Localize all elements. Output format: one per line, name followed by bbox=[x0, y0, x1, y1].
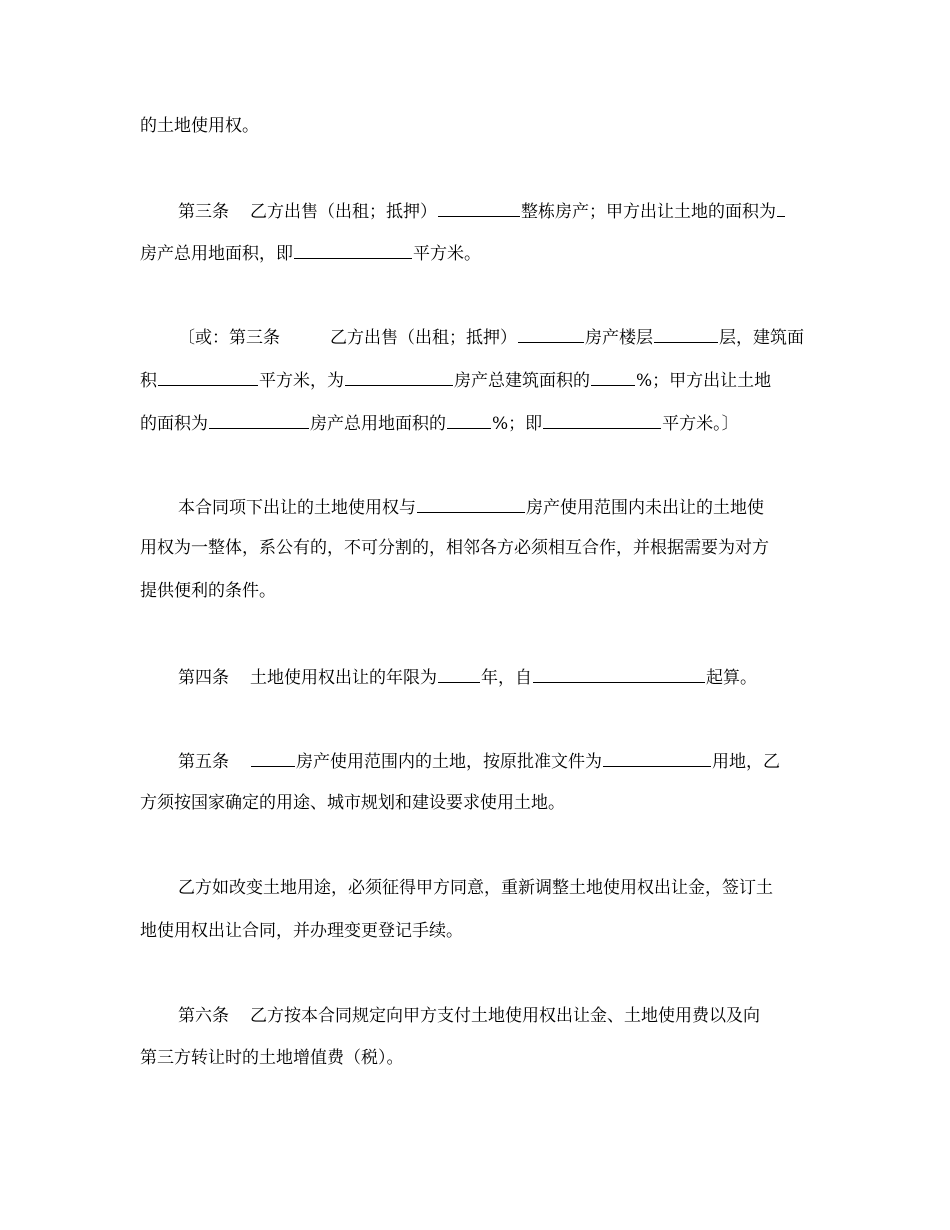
text: 平方米，为 bbox=[259, 371, 344, 391]
fill-in-blank bbox=[209, 411, 309, 429]
fill-in-blank bbox=[591, 368, 635, 386]
article-number: 第六条 bbox=[178, 1006, 229, 1026]
text: 平方米。 bbox=[413, 244, 481, 264]
article-number: 第五条 bbox=[178, 752, 229, 772]
fill-in-blank bbox=[533, 665, 705, 683]
text: 乙方出售（出租；抵押） bbox=[330, 328, 517, 348]
text: 用权为一整体，系公有的，不可分割的，相邻各方必须相互合作，并根据需要为对方 bbox=[140, 538, 769, 558]
text: 〔或：第三条 bbox=[178, 328, 280, 348]
text: 起算。 bbox=[706, 668, 757, 688]
text: 土地使用权出让的年限为 bbox=[250, 668, 437, 688]
text: 的土地使用权。 bbox=[140, 116, 259, 136]
fill-in-blank bbox=[777, 199, 785, 217]
text: 房产使用范围内的土地，按原批准文件为 bbox=[296, 752, 602, 772]
text: 用地，乙 bbox=[712, 752, 780, 772]
text: 本合同项下出让的土地使用权与 bbox=[178, 498, 416, 518]
fill-in-blank bbox=[603, 749, 711, 767]
text: 整栋房产；甲方出让土地的面积为 bbox=[521, 202, 776, 222]
text: 年，自 bbox=[481, 668, 532, 688]
text: 积 bbox=[140, 371, 157, 391]
article-5-line-1 bbox=[178, 749, 780, 773]
text: 房产楼层 bbox=[585, 328, 653, 348]
text: %；即 bbox=[492, 414, 543, 434]
article-number: 第三条 bbox=[178, 202, 229, 222]
text: 平方米。〕 bbox=[662, 414, 739, 434]
text: 乙方如改变土地用途，必须征得甲方同意，重新调整土地使用权出让金，签订土 bbox=[178, 878, 773, 898]
article-3-line-2 bbox=[140, 241, 481, 265]
text: 乙方按本合同规定向甲方支付土地使用权出让金、土地使用费以及向 bbox=[250, 1006, 760, 1026]
text: 的面积为 bbox=[140, 414, 208, 434]
alt-article-3-line-3 bbox=[140, 411, 739, 435]
text: 房产总建筑面积的 bbox=[454, 371, 590, 391]
text: 地使用权出让合同，并办理变更登记手续。 bbox=[140, 921, 463, 941]
alt-article-3-line-1 bbox=[178, 325, 804, 349]
fill-in-blank bbox=[438, 665, 480, 683]
text: 房产使用范围内未出让的土地使 bbox=[526, 498, 764, 518]
fill-in-blank bbox=[518, 325, 584, 343]
article-4-line-1 bbox=[178, 665, 757, 689]
text: 乙方出售（出租；抵押） bbox=[250, 202, 437, 222]
text: 方须按国家确定的用途、城市规划和建设要求使用土地。 bbox=[140, 793, 565, 813]
fill-in-blank bbox=[654, 325, 718, 343]
paragraph-line bbox=[140, 580, 276, 602]
article-5-line-2 bbox=[140, 792, 565, 814]
paragraph-line bbox=[140, 537, 769, 559]
article-number: 第四条 bbox=[178, 668, 229, 688]
fill-in-blank bbox=[345, 368, 453, 386]
article-6-line-2 bbox=[140, 1047, 404, 1069]
text: 层，建筑面 bbox=[719, 328, 804, 348]
fill-in-blank bbox=[251, 749, 295, 767]
fill-in-blank bbox=[158, 368, 258, 386]
alt-article-3-line-2 bbox=[140, 368, 771, 392]
text: 房产总用地面积，即 bbox=[140, 244, 293, 264]
article-6-line-1 bbox=[178, 1005, 760, 1027]
article-3-line-1 bbox=[178, 199, 786, 223]
text: 提供便利的条件。 bbox=[140, 581, 276, 601]
fill-in-blank bbox=[417, 495, 525, 513]
fill-in-blank bbox=[438, 199, 520, 217]
text: %；甲方出让土地 bbox=[636, 371, 772, 391]
fill-in-blank bbox=[447, 411, 491, 429]
paragraph-line bbox=[140, 920, 463, 942]
fill-in-blank bbox=[543, 411, 661, 429]
fill-in-blank bbox=[294, 241, 412, 259]
paragraph-line bbox=[140, 115, 259, 137]
paragraph-line bbox=[178, 877, 773, 899]
paragraph-line bbox=[178, 495, 764, 519]
text: 房产总用地面积的 bbox=[310, 414, 446, 434]
text: 第三方转让时的土地增值费（税）。 bbox=[140, 1048, 404, 1068]
